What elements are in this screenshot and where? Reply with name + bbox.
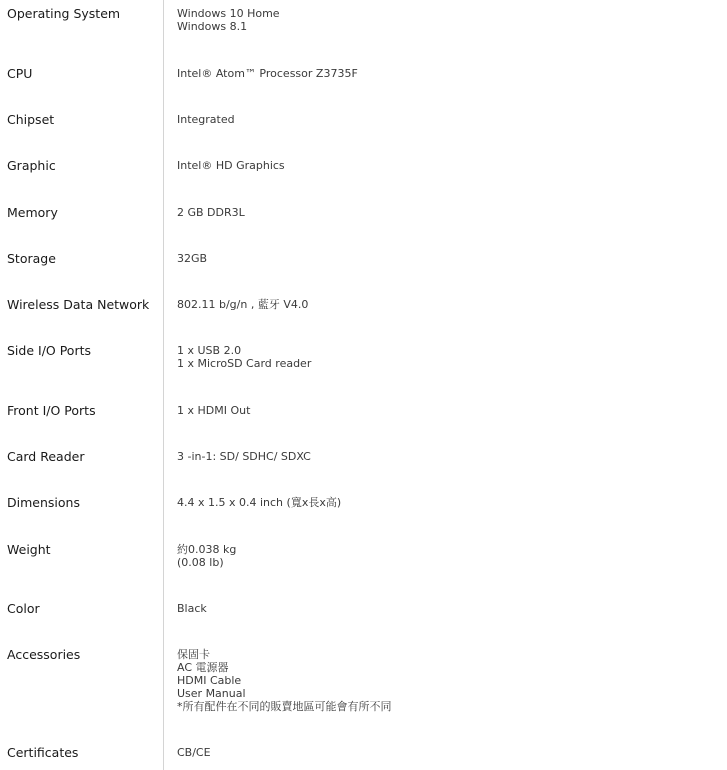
spec-value-dimensions: [177, 496, 341, 509]
spec-value-line: HDMI Cable: [177, 674, 242, 687]
spec-label-cpu: CPU: [7, 66, 33, 81]
spec-value-line: Integrated: [177, 113, 235, 126]
spec-value-wireless-data-network: [177, 298, 308, 311]
spec-value-front-io-ports: [177, 404, 250, 417]
spec-value-line: 約0.038 kg: [177, 543, 237, 556]
column-divider: [163, 0, 164, 770]
spec-value-line: Intel® HD Graphics: [177, 159, 285, 172]
spec-value-side-io-ports: [177, 344, 311, 370]
spec-value-line: 802.11 b/g/n , 藍牙 V4.0: [177, 298, 309, 311]
spec-value-line: (0.08 lb): [177, 556, 224, 569]
spec-label-front-io-ports: Front I/O Ports: [7, 403, 96, 418]
spec-value-line: 1 x MicroSD Card reader: [177, 357, 312, 370]
spec-value-operating-system: [177, 7, 280, 33]
spec-value-line: *所有配件在不同的販賣地區可能會有所不同: [177, 700, 392, 713]
spec-label-color: Color: [7, 601, 40, 616]
spec-value-graphic: [177, 159, 285, 172]
spec-label-side-io-ports: Side I/O Ports: [7, 343, 92, 358]
spec-value-line: 32GB: [177, 252, 208, 265]
spec-value-line: 1 x HDMI Out: [177, 404, 251, 417]
spec-label-storage: Storage: [7, 251, 56, 266]
spec-label-graphic: Graphic: [7, 158, 56, 173]
spec-value-line: 4.4 x 1.5 x 0.4 inch (寬x長x高): [177, 496, 342, 509]
spec-value-line: Windows 8.1: [177, 20, 248, 33]
spec-value-color: [177, 602, 207, 615]
spec-label-card-reader: Card Reader: [7, 449, 85, 464]
spec-label-wireless-data-network: Wireless Data Network: [7, 297, 150, 312]
spec-value-line: CB/CE: [177, 746, 211, 759]
spec-label-accessories: Accessories: [7, 647, 81, 662]
spec-value-chipset: [177, 113, 235, 126]
spec-value-line: AC 電源器: [177, 661, 229, 674]
spec-value-line: User Manual: [177, 687, 246, 700]
spec-label-certificates: Certificates: [7, 745, 79, 760]
spec-value-accessories: [177, 648, 392, 713]
spec-label-dimensions: Dimensions: [7, 495, 80, 510]
spec-label-memory: Memory: [7, 205, 58, 220]
spec-value-line: 2 GB DDR3L: [177, 206, 245, 219]
spec-value-storage: [177, 252, 207, 265]
spec-value-card-reader: [177, 450, 311, 463]
spec-value-line: 1 x USB 2.0: [177, 344, 242, 357]
spec-value-line: 保固卡: [177, 648, 210, 661]
spec-value-memory: [177, 206, 245, 219]
spec-value-line: Intel® Atom™ Processor Z3735F: [177, 67, 358, 80]
spec-label-chipset: Chipset: [7, 112, 55, 127]
spec-label-operating-system: Operating System: [7, 6, 121, 21]
spec-value-line: Black: [177, 602, 207, 615]
spec-value-weight: [177, 543, 236, 569]
spec-value-line: Windows 10 Home: [177, 7, 280, 20]
spec-label-weight: Weight: [7, 542, 51, 557]
spec-value-line: 3 -in-1: SD/ SDHC/ SDXC: [177, 450, 311, 463]
spec-value-cpu: [177, 67, 358, 80]
spec-value-certificates: [177, 746, 211, 759]
